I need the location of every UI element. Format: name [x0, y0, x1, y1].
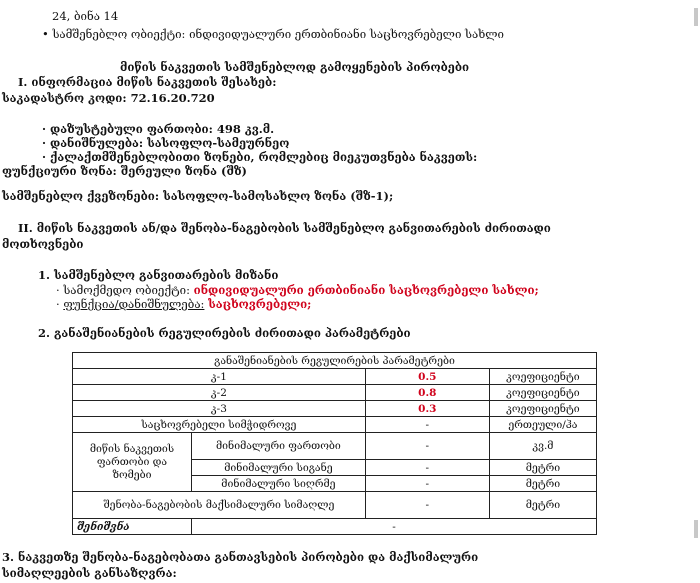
min-depth-unit: მეტრი [489, 476, 596, 492]
page-edge-mark [694, 520, 698, 538]
min-width-label: მინიმალური სიგანე [192, 460, 366, 476]
parameters-table [72, 352, 597, 535]
k3-value: 0.3 [365, 401, 489, 417]
min-area-value: - [365, 433, 489, 460]
item-1-object-value: ინდივიდუალური ერთბინიანი საცხოვრებელი სახლი; [193, 283, 539, 297]
k3-label: კ-3 [73, 401, 366, 417]
section-2-heading-line2: მოთხოვნები [2, 237, 84, 251]
table-row [73, 433, 597, 460]
k1-label: კ-1 [73, 369, 366, 385]
item-3-heading-line2: სიმაღლეების განსაზღვრა: [2, 566, 177, 580]
k3-unit: კოეფიციენტი [489, 401, 596, 417]
date-line: 24, ბინა 14 [52, 9, 119, 23]
item-1-function: · ფუნქცია/დანიშნულება: საცხოვრებელი; [56, 297, 312, 311]
item-3-heading-line1: 3. ნაკვეთზე შენობა-ნაგებობათა განთავსების პირობები და მაქსიმალური [2, 550, 479, 564]
k1-value: 0.5 [365, 369, 489, 385]
section-2-heading-line1: II. მიწის ნაკვეთის ან/და შენობა-ნაგებობის სამშენებლო განვითარების ძირითადი [18, 221, 551, 235]
k2-unit: კოეფიციენტი [489, 385, 596, 401]
plot-group-label: მიწის ნაკვეთის ფართობი და ზომები [73, 433, 192, 492]
min-width-unit: მეტრი [489, 460, 596, 476]
item-2-heading: 2. განაშენიანების რეგულირების ძირითადი პარამეტრები [38, 326, 411, 340]
item-1-function-label: ფუნქცია/დანიშნულება: [63, 297, 205, 311]
min-depth-label: მინიმალური სიღრმე [192, 476, 366, 492]
density-value: - [365, 417, 489, 433]
project-object-line [42, 27, 504, 41]
note-value: - [192, 519, 597, 535]
table-header-row [73, 353, 597, 369]
min-area-label: მინიმალური ფართობი [192, 433, 366, 460]
cadastral-code: საკადასტრო კოდი: 72.16.20.720 [2, 91, 215, 105]
table-row [73, 401, 597, 417]
table-row [73, 417, 597, 433]
density-label: საცხოვრებელი სიმჭიდროვე [73, 417, 366, 433]
max-height-value: - [365, 492, 489, 519]
k2-value: 0.8 [365, 385, 489, 401]
table-row [73, 519, 597, 535]
building-subzone: სამშენებლო ქვეზონები: სასოფლო-სამოსახლო ზონა (შზ-1); [2, 189, 394, 203]
item-1-heading: 1. სამშენებლო განვითარების მიზანი [38, 268, 279, 282]
purpose-line: · დანიშნულება: სასოფლო-სამეურნეო [42, 136, 290, 150]
project-object-text: სამშენებლო ობიექტი: ინდივიდუალური ერთბინიანი საცხოვრებელი სახლი [52, 27, 504, 41]
k2-label: კ-2 [73, 385, 366, 401]
density-unit: ერთეული/ჰა [489, 417, 596, 433]
table-header: განაშენიანების რეგულირების პარამეტრები [73, 353, 597, 369]
item-1-object-label: სამოქმედო ობიექტი: [63, 283, 190, 297]
area-line: · დაზუსტებული ფართობი: 498 კვ.მ. [42, 122, 275, 136]
table-row [73, 385, 597, 401]
functional-zone: ფუნქციური ზონა: შერეული ზონა (შზ) [2, 164, 247, 178]
section-1-heading: I. ინფორმაცია მიწის ნაკვეთის შესახებ: [18, 75, 277, 89]
bullet-icon: • [42, 27, 53, 41]
min-area-unit: კვ.მ [489, 433, 596, 460]
table-row [73, 369, 597, 385]
max-height-label: შენობა-ნაგებობის მაქსიმალური სიმაღლე [73, 492, 366, 519]
table-row [73, 492, 597, 519]
max-height-unit: მეტრი [489, 492, 596, 519]
doc-title: მიწის ნაკვეთის სამშენებლოდ გამოყენების პირობები [120, 60, 470, 74]
min-width-value: - [365, 460, 489, 476]
item-1-object: · სამოქმედო ობიექტი: ინდივიდუალური ერთბინიანი საცხოვრებელი სახლი; [56, 283, 539, 297]
k1-unit: კოეფიციენტი [489, 369, 596, 385]
min-depth-value: - [365, 476, 489, 492]
item-1-function-value: საცხოვრებელი; [208, 297, 312, 311]
note-label: შენიშვნა [73, 519, 192, 535]
zones-question: · ქალაქთმშენებლობითი ზონები, რომლებიც მიეკუთვნება ნაკვეთს: [42, 150, 478, 164]
page-edge-mark [694, 8, 698, 26]
